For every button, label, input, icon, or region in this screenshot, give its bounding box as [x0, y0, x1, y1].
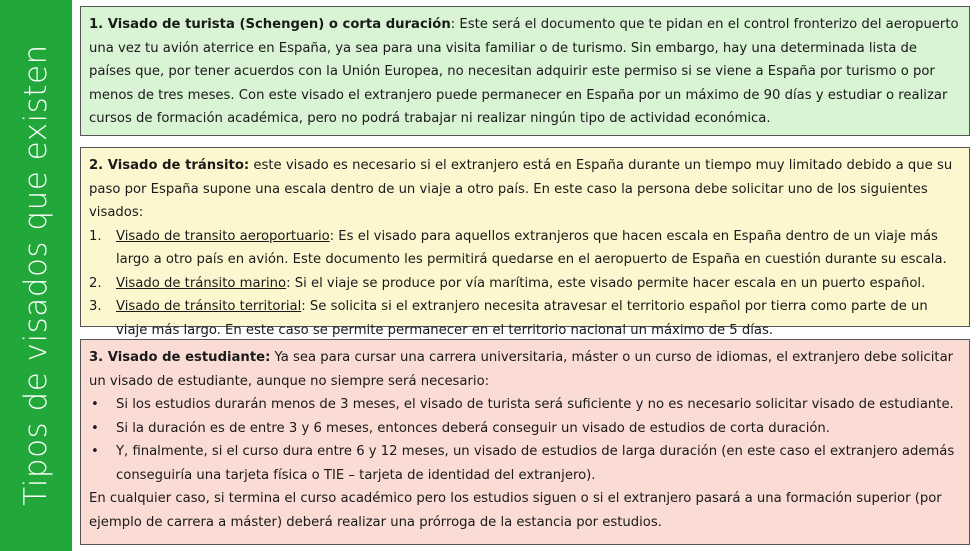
- list-item-text: : Se solicita si el extranjero necesita atravesar el territorio español por tierra como parte de un viaje más largo. En este caso se permite permanecer en el territorio nacional un máximo de 5 días.: [116, 299, 928, 338]
- list-item-text: Si la duración es de entre 3 y 6 meses, entonces deberá conseguir un visado de estudios de corta duración.: [116, 420, 830, 436]
- list-number: 3.: [89, 299, 102, 314]
- bullet-icon: •: [91, 397, 99, 412]
- list-item: [89, 225, 961, 272]
- bullet-icon: •: [91, 420, 99, 436]
- list-item-label: Visado de transito aeroportuario: [116, 228, 330, 244]
- list-item-text: : Es el visado para aquellos extranjeros que hacen escala en España dentro de un viaje más largo a otro país en avión. Este documento les permitirá quedarse en el aeropuerto de España en cuestión durante su escala.: [116, 228, 947, 267]
- student-visa-intro-paragraph: [89, 346, 961, 393]
- list-number: 2.: [89, 275, 102, 291]
- list-item-label: Visado de tránsito marino: [116, 275, 287, 291]
- list-item: [89, 295, 961, 342]
- list-item: [89, 417, 961, 441]
- bullet-icon: •: [91, 444, 99, 459]
- transit-visa-list: [89, 225, 961, 343]
- list-item-text: Si los estudios durarán menos de 3 meses, el visado de turista será suficiente y no es necesario solicitar visado de estudiante.: [116, 397, 954, 412]
- student-visa-intro: Ya sea para cursar una carrera universitaria, máster o un curso de idiomas, el extranjero debe solicitar un visado de estudiante, aunque no siempre será necesario:: [89, 350, 954, 389]
- list-item: [89, 272, 961, 296]
- list-item-text: : Si el viaje se produce por vía marítima, este visado permite hacer escala en un puerto español.: [286, 275, 926, 291]
- tourist-visa-paragraph: [89, 13, 961, 131]
- tourist-visa-box: [80, 6, 970, 136]
- transit-visa-box: [80, 147, 970, 338]
- transit-visa-intro-paragraph: [89, 154, 961, 225]
- student-visa-box: [80, 339, 970, 545]
- list-number: 1.: [89, 228, 102, 244]
- student-visa-closing: En cualquier caso, si termina el curso académico pero los estudios siguen o si el extranjero pasará a una formación superior (por ejemplo de carrera a máster) deberá realizar una prórroga de la estancia por estudios.: [89, 491, 942, 530]
- list-item: [89, 393, 961, 417]
- tourist-visa-text: : Este será el documento que te pidan en el control fronterizo del aeropuerto una vez tu avión aterrice en España, ya sea para una visita familiar o de turismo. Sin embargo, hay una determinada lista de países que, por tener acuerdos con la Unión Europea, no necesitan adquirir este permiso si se viene a España por turismo o por menos de tres meses. Con este visado el extranjero puede permanecer en España por un máximo de 90 días y estudiar o realizar cursos de formación académica, pero no podrá trabajar ni realizar ningún tipo de actividad económica.: [89, 17, 959, 126]
- tourist-visa-heading: 1. Visado de turista (Schengen) o corta duración: [89, 17, 451, 32]
- list-item: [89, 440, 961, 487]
- student-visa-list: [89, 393, 961, 487]
- student-visa-heading: 3. Visado de estudiante:: [89, 350, 271, 365]
- list-item-text: Y, finalmente, si el curso dura entre 6 y 12 meses, un visado de estudios de larga duración (en este caso el extranjero además conseguiría una tarjeta física o TIE – tarjeta de identidad del extranjero).: [116, 444, 955, 483]
- sidebar-band: [0, 0, 72, 551]
- transit-visa-heading: 2. Visado de tránsito:: [89, 158, 250, 173]
- transit-visa-intro: este visado es necesario si el extranjero está en España durante un tiempo muy limitado debido a que su paso por España supone una escala dentro de un viaje a otro país. En este caso la persona debe solicitar uno de los siguientes visados:: [89, 158, 953, 220]
- list-item-label: Visado de tránsito territorial: [116, 299, 302, 314]
- slide-title: Tipos de visados que existen: [18, 44, 54, 506]
